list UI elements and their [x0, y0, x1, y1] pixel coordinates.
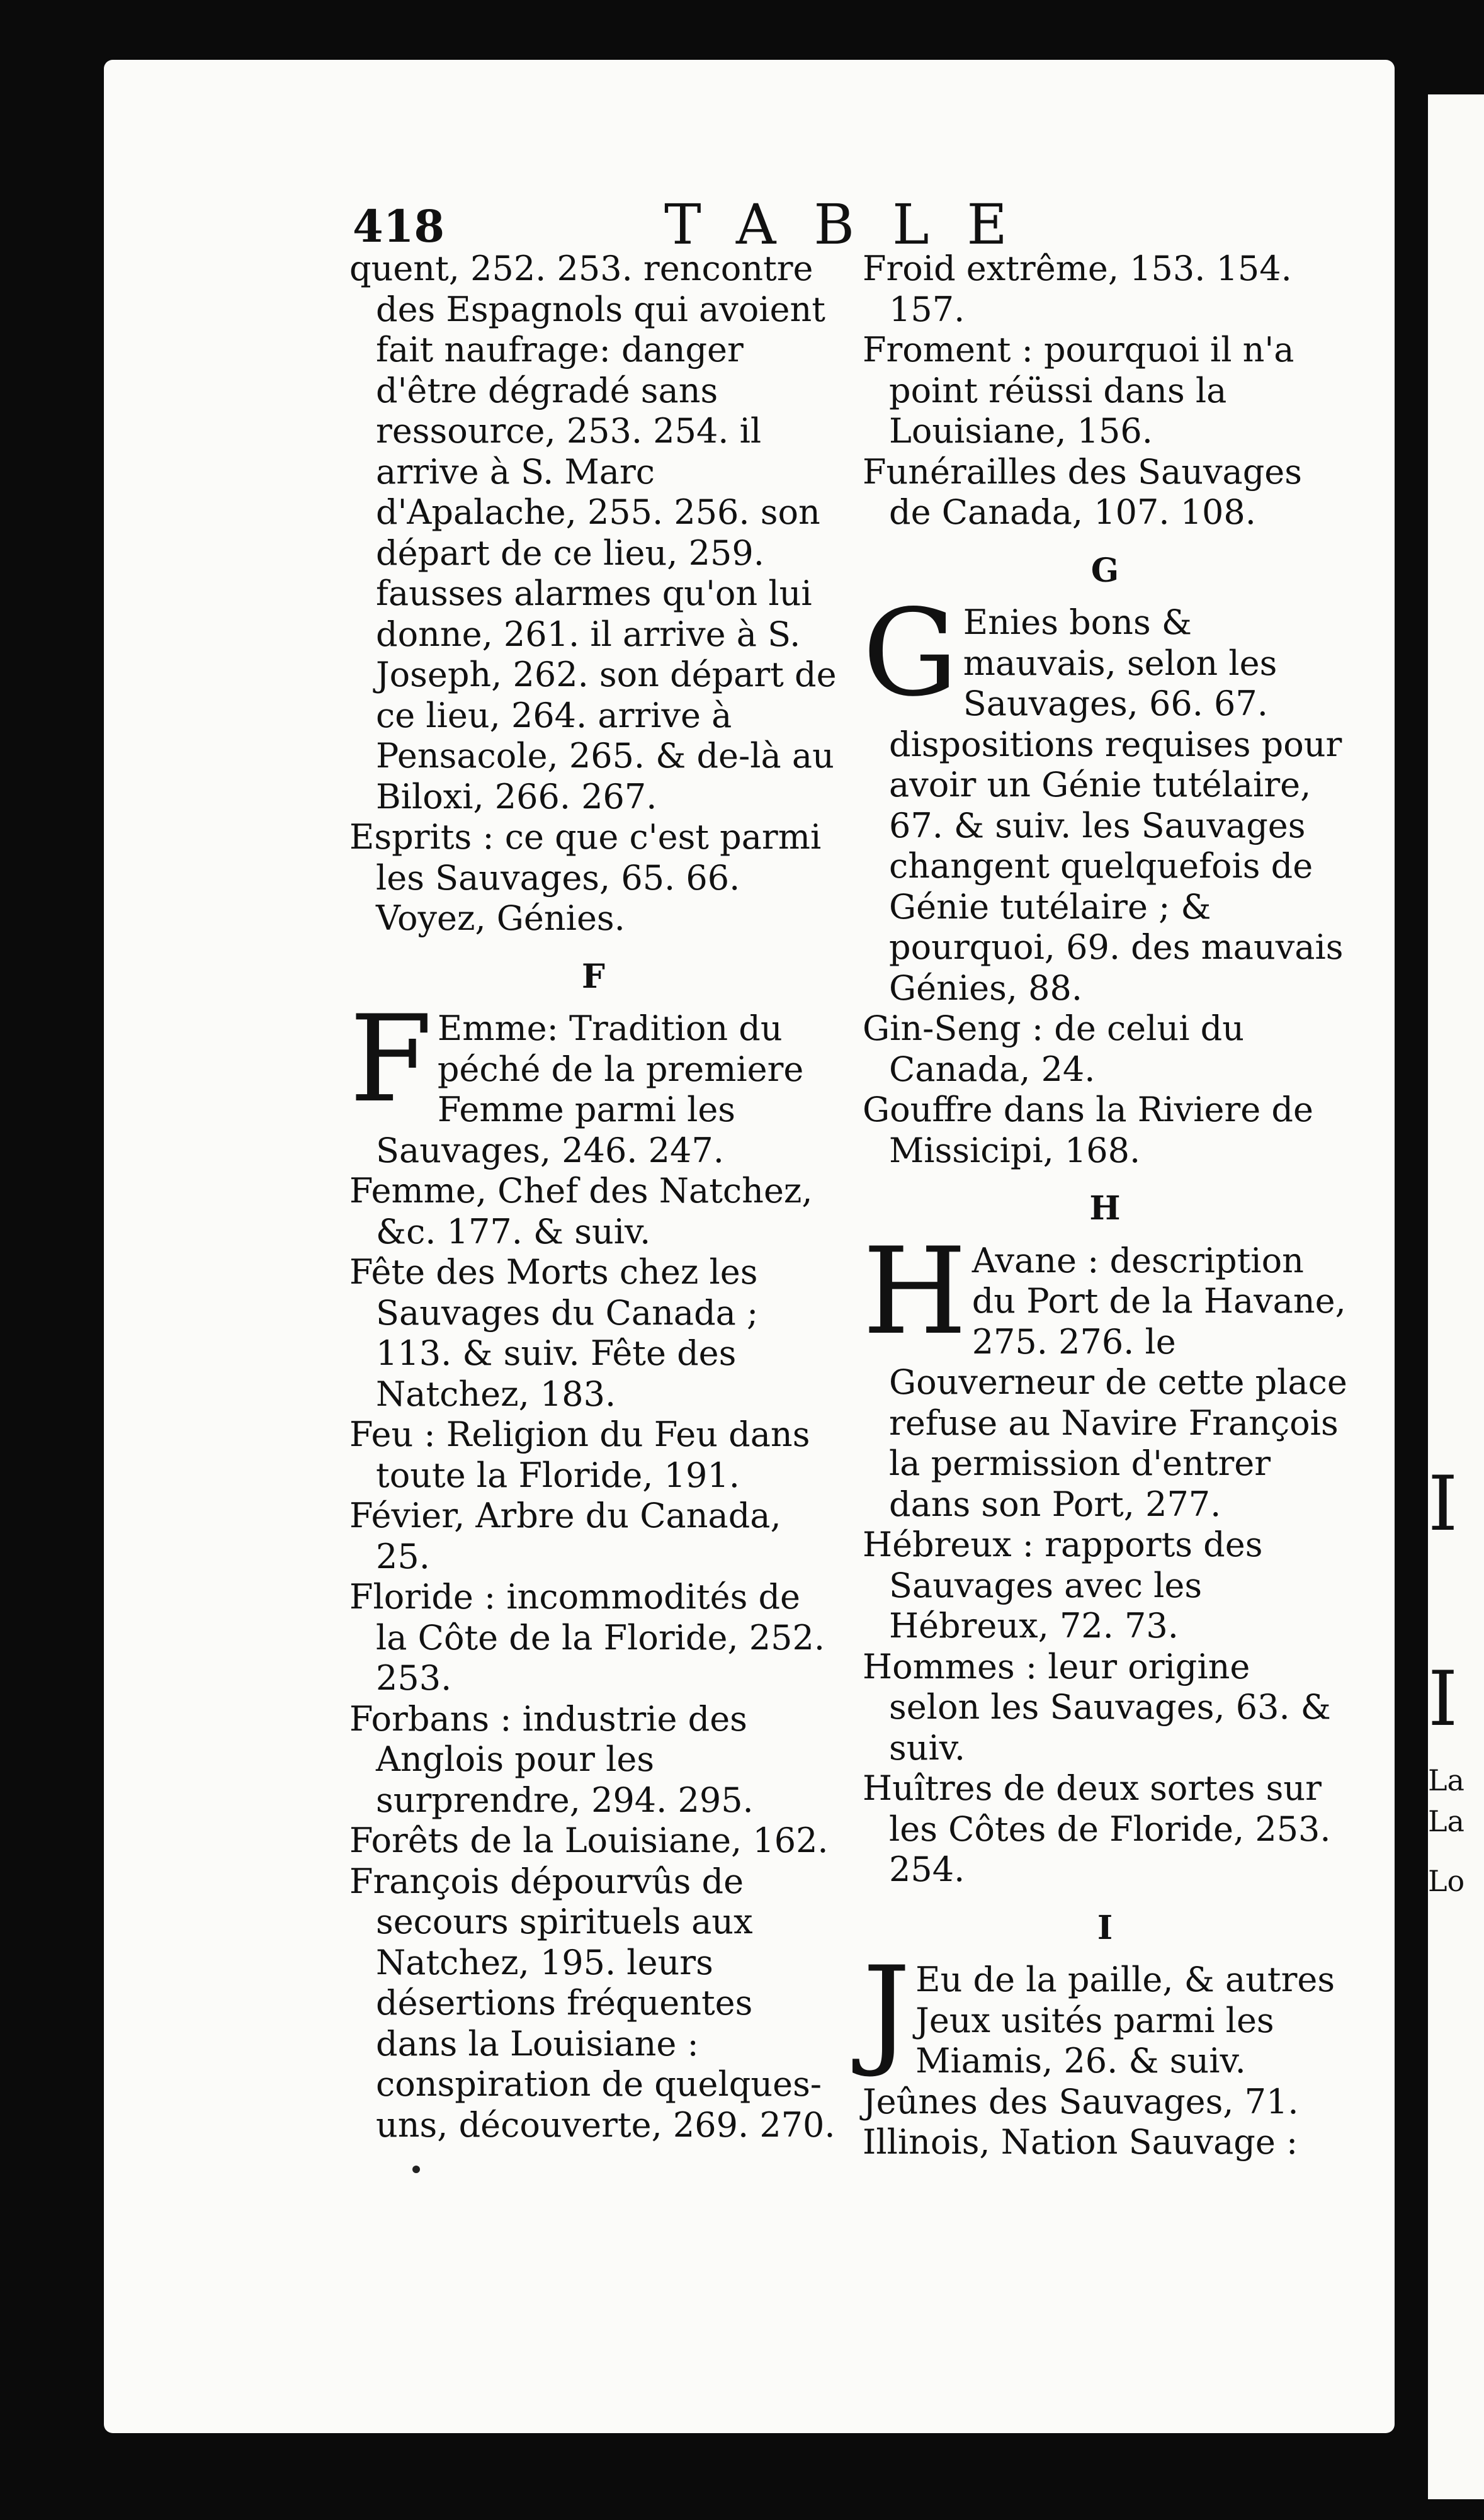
- index-entry: [863, 1941, 1347, 2082]
- drop-cap: H: [863, 1221, 967, 1361]
- neighbor-letter: La: [1428, 1804, 1464, 1838]
- index-column-right: [863, 249, 1347, 2163]
- index-entry: Froment : pourquoi il n'a point réüssi dans la Louisiane, 156.: [863, 330, 1294, 451]
- section-letter: F: [582, 957, 605, 996]
- section-letter: H: [1089, 1189, 1121, 1228]
- ink-speck: [412, 2166, 420, 2173]
- entry-text: Avane : description du Port de la Havane, 275. 276. le Gouverneur de cette place refuse au Navire François la permission d'entrer dans son Port, 277.: [889, 1240, 1347, 1524]
- section-letter: G: [1090, 551, 1119, 590]
- index-entry: [349, 990, 837, 1171]
- drop-cap: F: [349, 990, 433, 1129]
- drop-cap: J: [863, 1941, 911, 2080]
- scan-edge-bottom: [0, 2427, 1484, 2520]
- index-entry: François dépourvûs de secours spirituels aux Natchez, 195. leurs désertions fréquentes dans la Louisiane : conspiration de quelques-uns, découverte, 269. 270.: [349, 1861, 835, 2145]
- index-entry: Esprits : ce que c'est parmi les Sauvages, 65. 66. Voyez, Génies.: [349, 817, 822, 938]
- section-letter: I: [1097, 1908, 1113, 1947]
- scan-edge-left: [0, 0, 116, 2520]
- neighbor-letter: La: [1428, 1763, 1464, 1797]
- neighbor-page-edge: [1428, 94, 1484, 2499]
- index-entry: Froid extrême, 153. 154. 157.: [863, 249, 1292, 329]
- neighbor-letter: I: [1428, 1656, 1458, 1743]
- index-entry: quent, 252. 253. rencontre des Espagnols qui avoient fait naufrage: danger d'être dégradé sans ressource, 253. 254. il arrive à S. Marc d'Apalache, 255. 256. son départ de ce lieu, 259. fausses alarmes qu'on lui donne, 261. il arrive à S. Joseph, 262. son départ de ce lieu, 264. arrive à Pensacole, 265. & de-là au Biloxi, 266. 267.: [349, 249, 837, 816]
- index-entry: Feu : Religion du Feu dans toute la Floride, 191.: [349, 1415, 810, 1495]
- index-entry: Fête des Morts chez les Sauvages du Canada ; 113. & suiv. Fête des Natchez, 183.: [349, 1252, 759, 1414]
- entry-text: Enies bons & mauvais, selon les Sauvages, 66. 67. dispositions requises pour avoir un Génie tutélaire, 67. & suiv. les Sauvages changent quelquefois de Génie tutélaire ; & pourquoi, 69. des mauvais Génies, 88.: [889, 602, 1344, 1008]
- index-entry: Illinois, Nation Sauvage :: [863, 2122, 1298, 2162]
- page-title: TABLE: [664, 192, 1045, 257]
- index-entry: Forbans : industrie des Anglois pour les surprendre, 294. 295.: [349, 1698, 754, 1820]
- index-entry: Floride : incommodités de la Côte de la Floride, 252. 253.: [349, 1577, 825, 1698]
- index-entry: Forêts de la Louisiane, 162.: [349, 1821, 829, 1860]
- index-entry: Huîtres de deux sortes sur les Côtes de Floride, 253. 254.: [863, 1768, 1331, 1889]
- index-entry: Funérailles des Sauvages de Canada, 107. 108.: [863, 451, 1302, 532]
- index-entry: Gin-Seng : de celui du Canada, 24.: [863, 1009, 1244, 1089]
- entry-text: Eu de la paille, & autres Jeux usités parmi les Miamis, 26. & suiv.: [915, 1960, 1335, 2081]
- entry-text: Emme: Tradition du péché de la premiere Femme parmi les Sauvages, 246. 247.: [376, 1009, 804, 1170]
- index-entry: Févier, Arbre du Canada, 25.: [349, 1496, 781, 1576]
- index-column-left: [349, 249, 837, 2145]
- index-entry: Femme, Chef des Natchez, &c. 177. & suiv.: [349, 1171, 813, 1252]
- index-entry: Gouffre dans la Riviere de Missicipi, 168.: [863, 1090, 1313, 1170]
- neighbor-letter: I: [1428, 1461, 1458, 1548]
- index-entry: [863, 1221, 1347, 1525]
- index-entry: [863, 584, 1347, 1009]
- index-entry: Jeûnes des Sauvages, 71.: [863, 2081, 1299, 2122]
- neighbor-letter: Lo: [1428, 1864, 1465, 1898]
- drop-cap: G: [863, 584, 958, 723]
- index-entry: Hébreux : rapports des Sauvages avec les Hébreux, 72. 73.: [863, 1525, 1263, 1646]
- page-number: 418: [353, 200, 445, 252]
- index-entry: Hommes : leur origine selon les Sauvages, 63. & suiv.: [863, 1646, 1331, 1768]
